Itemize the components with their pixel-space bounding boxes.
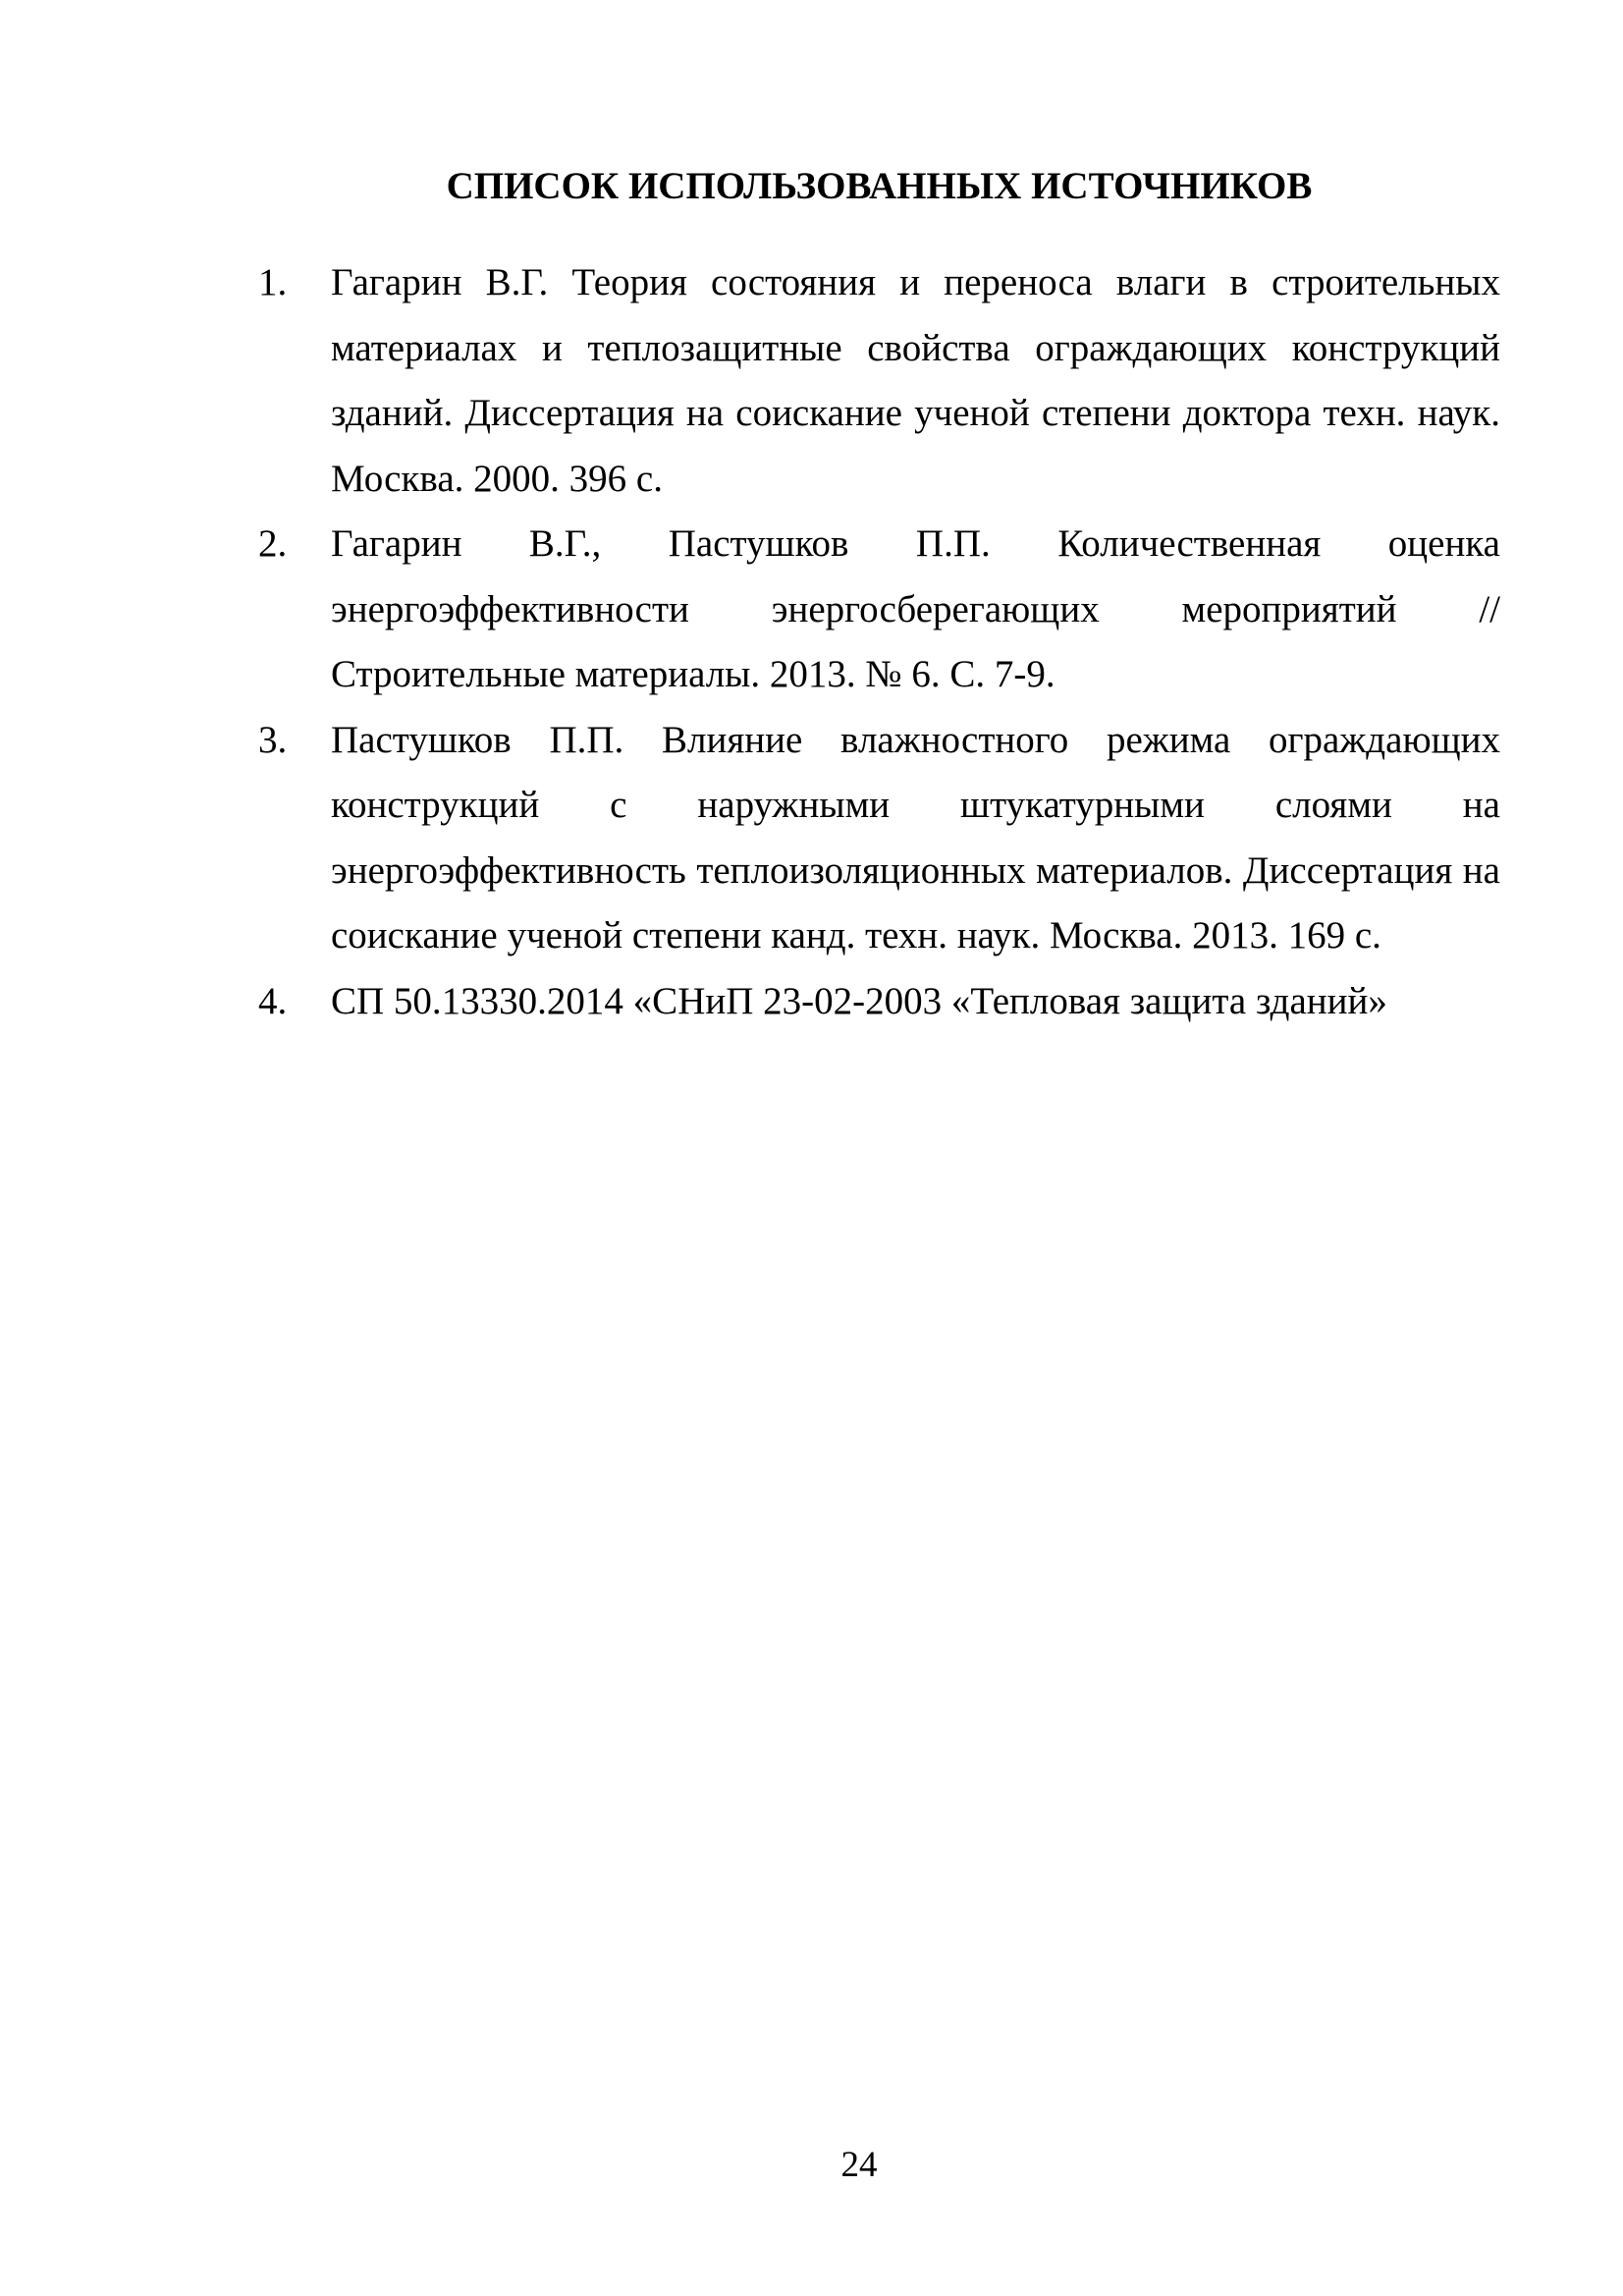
reference-number: 2.: [258, 522, 288, 565]
reference-text: Пастушков П.П. Влияние влажностного режима ограждающих конструкций с наружными штукатурными слоями на энергоэффективность теплоизоляционных материалов. Диссертация на соискание ученой степени канд. техн. наук. Москва. 2013. 169 с.: [331, 718, 1500, 957]
reference-number: 3.: [258, 718, 288, 761]
page-number: 24: [840, 2145, 878, 2185]
reference-number: 4.: [258, 979, 288, 1022]
reference-text: СП 50.13330.2014 «СНиП 23-02-2003 «Тепловая защита зданий»: [331, 979, 1387, 1022]
section-heading: СПИСОК ИСПОЛЬЗОВАННЫХ ИСТОЧНИКОВ: [446, 165, 1313, 207]
reference-text: Гагарин В.Г. Теория состояния и переноса влаги в строительных материалах и теплозащитные свойства ограждающих конструкций зданий. Диссертация на соискание ученой степени доктора техн. наук. Москва. 2000. 396 с.: [331, 261, 1500, 500]
reference-item: [258, 969, 1500, 1035]
reference-number: 1.: [258, 261, 288, 303]
reference-list: [258, 250, 1500, 1034]
reference-item: [258, 512, 1500, 708]
reference-item: [258, 250, 1500, 512]
reference-item: [258, 708, 1500, 969]
reference-text: Гагарин В.Г., Пастушков П.П. Количественная оценка энергоэффективности энергосберегающих мероприятий // Строительные материалы. 2013. № 6. С. 7-9.: [331, 522, 1500, 695]
